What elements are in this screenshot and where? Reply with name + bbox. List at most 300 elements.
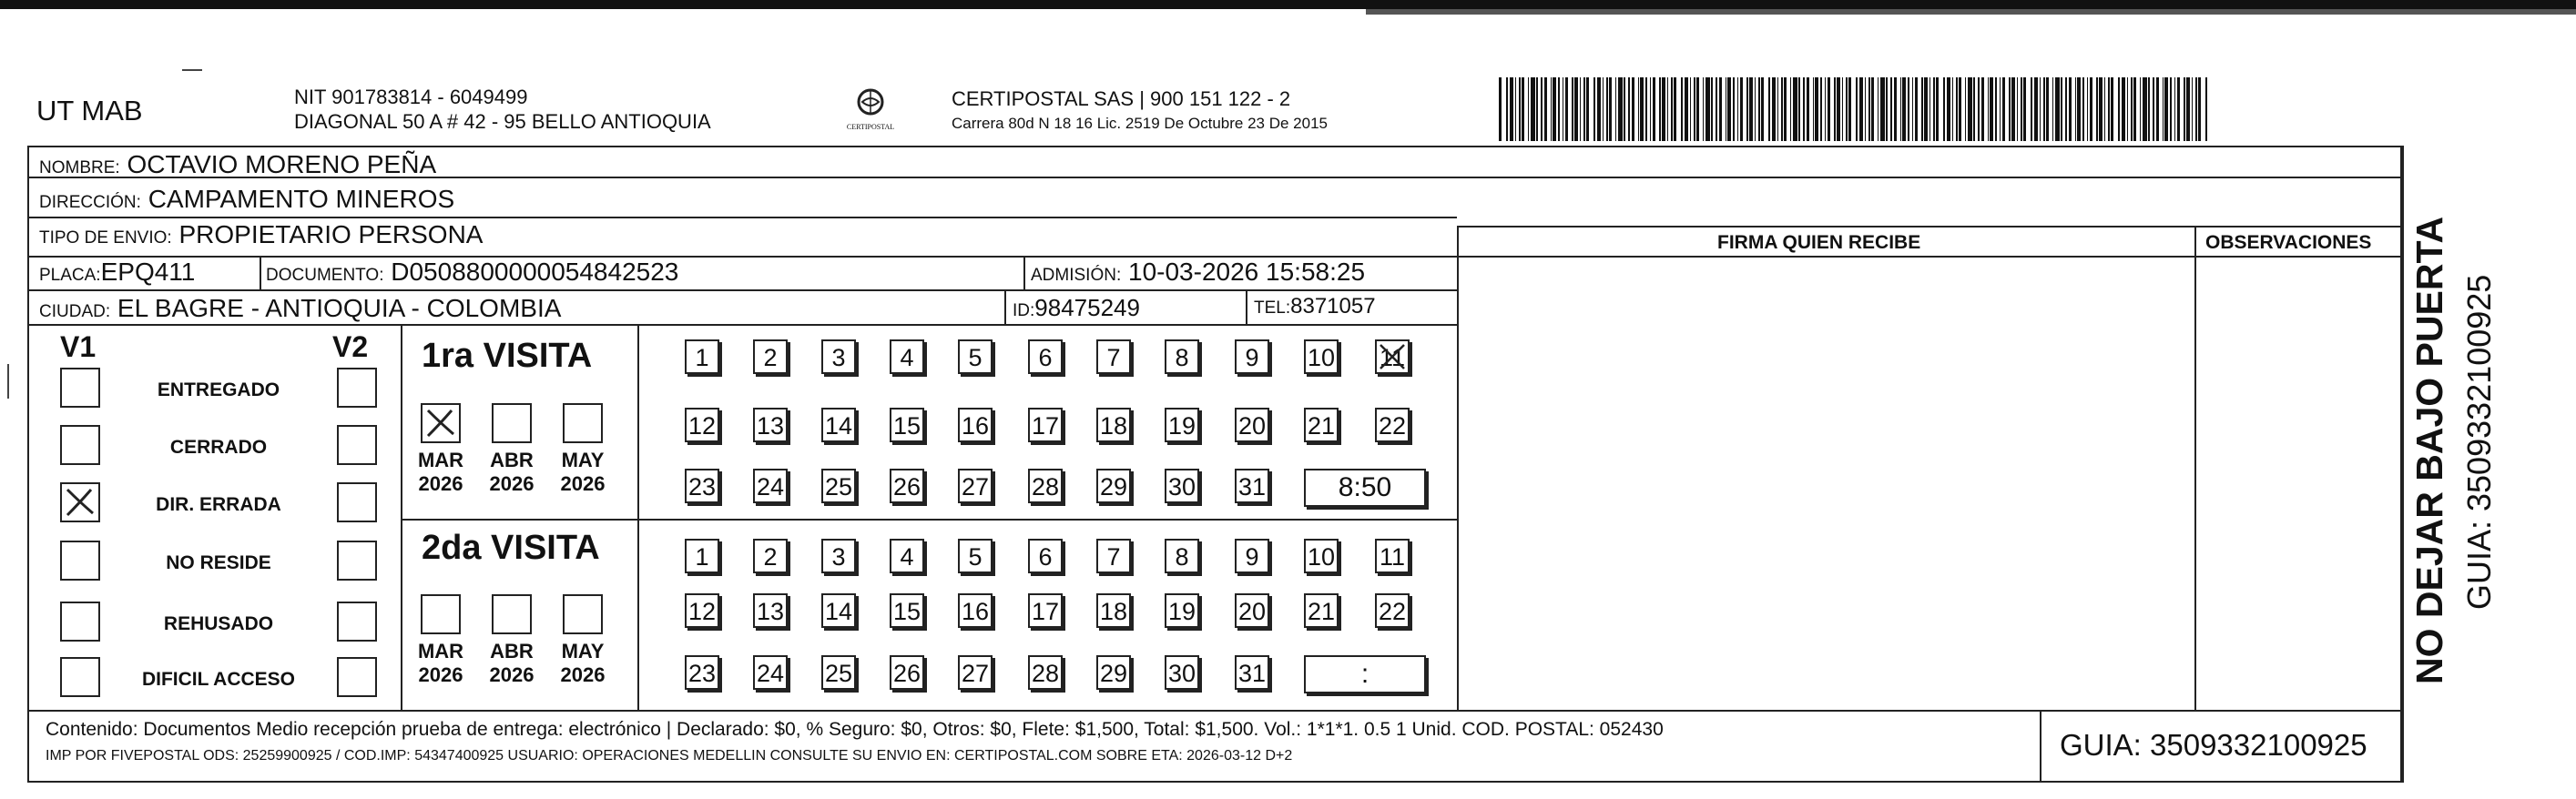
status-label: CERRADO (169, 437, 268, 458)
barcode-bar (2143, 77, 2147, 141)
tipo-envio-label: TIPO DE ENVIO: (39, 228, 172, 248)
barcode-bar (1703, 77, 1704, 141)
barcode-bar (2153, 77, 2154, 141)
documento-value: D0508800000054842523 (391, 258, 679, 286)
day-box[interactable]: 26 (890, 655, 924, 690)
barcode-bar (2023, 77, 2026, 141)
day-box[interactable]: 14 (821, 408, 856, 442)
v2-checkbox[interactable] (337, 602, 377, 642)
certipostal-logo (838, 82, 903, 137)
barcode-bar (2174, 77, 2175, 141)
barcode-bar (2198, 77, 2201, 141)
day-box[interactable]: 9 (1235, 339, 1269, 374)
day-box[interactable]: 22 (1375, 408, 1410, 442)
barcode-bar (1558, 77, 1560, 141)
barcode-bar (1681, 77, 1683, 141)
day-box[interactable]: 25 (821, 655, 856, 690)
day-box[interactable]: 18 (1096, 593, 1131, 628)
barcode-bar (1894, 77, 1897, 141)
barcode-bar (1733, 77, 1735, 141)
barcode-bar (1650, 77, 1651, 141)
barcode-bar (2031, 77, 2032, 141)
barcode-bar (1825, 77, 1826, 141)
status-label: DIFICIL ACCESO (141, 669, 295, 690)
footer-imp: IMP POR FIVEPOSTAL ODS: 25259900925 / COD.IMP: 54347400925 USUARIO: OPERACIONES MEDELLIN CONSULTE SU ENVIO EN: CERTIPOSTAL.COM SOBRE ETA: 2026-03-12 D+2 (46, 748, 1293, 764)
barcode-bar (1837, 77, 1840, 141)
barcode-bar (2186, 77, 2190, 141)
barcode-bar (1890, 77, 1892, 141)
barcode-bar (1586, 77, 1589, 141)
barcode-bar (2065, 77, 2067, 141)
barcode-bar (2177, 77, 2180, 141)
barcode-bar (1959, 77, 1961, 141)
barcode-bar (1580, 77, 1581, 141)
admision-value: 10-03-2026 15:58:25 (1128, 258, 1366, 286)
barcode-bar (1988, 77, 1989, 141)
day-box[interactable]: 10 (1304, 539, 1339, 573)
year-label: 2026 (489, 472, 535, 495)
barcode-bar (1924, 77, 1928, 141)
barcode-bar (1716, 77, 1717, 141)
day-box[interactable]: 8 (1165, 339, 1199, 374)
scan-mark (7, 364, 9, 399)
day-box[interactable]: 3 (821, 539, 856, 573)
barcode-bar (2164, 77, 2168, 141)
barcode-bar (2055, 77, 2060, 141)
barcode-bar (2205, 77, 2207, 141)
barcode-bar (2170, 77, 2172, 141)
visit2-title: 2da VISITA (422, 529, 600, 567)
day-box[interactable]: 10 (1304, 339, 1339, 374)
barcode-bar (2163, 77, 2164, 141)
barcode-bar (2021, 77, 2022, 141)
barcode-bar (1865, 77, 1866, 141)
footer-guia: GUIA: 3509332100925 (2060, 728, 2367, 762)
month-label: ABR (490, 449, 534, 471)
barcode-bar (2192, 77, 2193, 141)
day-box[interactable]: 2 (753, 539, 788, 573)
day-box[interactable]: 13 (753, 593, 788, 628)
top-border (0, 0, 2576, 9)
barcode-bar (1565, 77, 1568, 141)
sender-name: UT MAB (36, 95, 143, 126)
barcode-bar (1531, 77, 1535, 141)
barcode-bar (1981, 77, 1984, 141)
barcode-bar (1768, 77, 1770, 141)
barcode-bar (1880, 77, 1885, 141)
day-box[interactable] (1375, 339, 1410, 374)
barcode-bar (1968, 77, 1972, 141)
v2-checkbox[interactable] (337, 368, 377, 408)
day-box[interactable]: 31 (1235, 469, 1269, 503)
barcode-bar (1886, 77, 1888, 141)
day-box[interactable]: 5 (958, 339, 993, 374)
nombre-value: OCTAVIO MORENO PEÑA (127, 150, 437, 178)
day-box[interactable]: 4 (890, 339, 924, 374)
day-box[interactable]: 17 (1028, 408, 1063, 442)
day-box[interactable]: 7 (1096, 539, 1131, 573)
day-box[interactable]: 4 (890, 539, 924, 573)
barcode-bar (1662, 77, 1665, 141)
v2-checkbox[interactable] (337, 482, 377, 522)
barcode-bar (2000, 77, 2001, 141)
barcode-bar (1618, 77, 1623, 141)
day-box[interactable]: 25 (821, 469, 856, 503)
barcode-bar (1737, 77, 1738, 141)
month-checkbox[interactable] (421, 594, 461, 634)
x-mark-icon (423, 405, 459, 441)
barcode-bar (1659, 77, 1661, 141)
barcode-bar (2090, 77, 2092, 141)
barcode-bar (2127, 77, 2128, 141)
barcode-bar (1952, 77, 1953, 141)
barcode-bar (2111, 77, 2113, 141)
year-label: 2026 (418, 472, 463, 495)
nombre-label: NOMBRE: (39, 158, 120, 177)
day-box[interactable]: 28 (1028, 469, 1063, 503)
documento-label: DOCUMENTO: (266, 266, 384, 285)
barcode-bar (2046, 77, 2049, 141)
tipo-envio-value: PROPIETARIO PERSONA (178, 220, 484, 248)
barcode-bar (1828, 77, 1830, 141)
day-box[interactable]: 2 (753, 339, 788, 374)
barcode-bar (1908, 77, 1909, 141)
barcode-bar (1995, 77, 1997, 141)
barcode-bar (1551, 77, 1552, 141)
barcode (1499, 77, 2218, 141)
day-box[interactable]: 13 (753, 408, 788, 442)
barcode-bar (2069, 77, 2072, 141)
sender-address: DIAGONAL 50 A # 42 - 95 BELLO ANTIOQUIA (294, 110, 711, 133)
firma-area[interactable] (1459, 258, 2193, 710)
barcode-bar (1758, 77, 1760, 141)
status-label: DIR. ERRADA (156, 494, 281, 515)
id-value: 98475249 (1034, 294, 1140, 321)
barcode-bar (1900, 77, 1901, 141)
barcode-bar (1593, 77, 1595, 141)
barcode-bar (2052, 77, 2053, 141)
barcode-bar (1749, 77, 1753, 141)
day-box[interactable]: 27 (958, 655, 993, 690)
barcode-bar (1902, 77, 1906, 141)
barcode-bar (1674, 77, 1676, 141)
month-checkbox[interactable] (492, 403, 532, 443)
barcode-bar (1815, 77, 1818, 141)
v2-checkbox[interactable] (337, 657, 377, 697)
logo-text: CERTIPOSTAL (846, 123, 895, 131)
barcode-bar (1740, 77, 1743, 141)
barcode-bar (2082, 77, 2084, 141)
barcode-bar (1624, 77, 1625, 141)
barcode-bar (1943, 77, 1945, 141)
v2-label: V2 (332, 330, 369, 363)
barcode-bar (1921, 77, 1923, 141)
barcode-bar (1936, 77, 1939, 141)
barcode-bar (1871, 77, 1874, 141)
barcode-bar (2061, 77, 2062, 141)
visit1-title: 1ra VISITA (422, 337, 593, 375)
day-box[interactable]: 20 (1235, 593, 1269, 628)
barcode-bar (2087, 77, 2088, 141)
barcode-bar (1859, 77, 1863, 141)
barcode-bar (1761, 77, 1764, 141)
day-box[interactable]: 27 (958, 469, 993, 503)
barcode-bar (1813, 77, 1814, 141)
barcode-bar (1990, 77, 1993, 141)
barcode-bar (1856, 77, 1858, 141)
year-label: 2026 (560, 663, 606, 686)
barcode-bar (1711, 77, 1713, 141)
time-box[interactable]: 8:50 (1304, 469, 1426, 507)
barcode-bar (1956, 77, 1958, 141)
direccion-value: CAMPAMENTO MINEROS (148, 185, 455, 213)
barcode-bar (1746, 77, 1748, 141)
barcode-bar (1690, 77, 1691, 141)
barcode-bar (2104, 77, 2105, 141)
status-label: NO RESIDE (166, 552, 271, 573)
day-box[interactable]: 26 (890, 469, 924, 503)
barcode-bar (2099, 77, 2103, 141)
day-box[interactable]: 18 (1096, 408, 1131, 442)
barcode-bar (2075, 77, 2076, 141)
barcode-bar (1790, 77, 1791, 141)
barcode-bar (1933, 77, 1935, 141)
day-box[interactable]: 22 (1375, 593, 1410, 628)
barcode-bar (2034, 77, 2038, 141)
barcode-bar (1694, 77, 1695, 141)
scan-mark (182, 69, 202, 71)
barcode-bar (1506, 77, 1508, 141)
barcode-bar (1846, 77, 1848, 141)
day-box[interactable]: 12 (685, 408, 719, 442)
day-box[interactable]: 24 (753, 469, 788, 503)
observaciones-area[interactable] (2196, 258, 2400, 710)
barcode-bar (1868, 77, 1870, 141)
day-box[interactable]: 14 (821, 593, 856, 628)
year-label: 2026 (560, 472, 606, 495)
barcode-bar (2043, 77, 2045, 141)
direccion-label: DIRECCIÓN: (39, 193, 141, 212)
time-box[interactable]: : (1304, 655, 1426, 693)
barcode-bar (1781, 77, 1783, 141)
day-box[interactable]: 21 (1304, 408, 1339, 442)
barcode-bar (2077, 77, 2081, 141)
barcode-bar (1499, 77, 1502, 141)
barcode-bar (2017, 77, 2018, 141)
day-box[interactable]: 16 (958, 593, 993, 628)
barcode-bar (1705, 77, 1710, 141)
barcode-bar (1929, 77, 1930, 141)
barcode-bar (1574, 77, 1578, 141)
id-label: ID: (1013, 301, 1035, 320)
barcode-bar (1727, 77, 1731, 141)
day-box[interactable]: 9 (1235, 539, 1269, 573)
day-box[interactable]: 19 (1165, 593, 1199, 628)
barcode-bar (1628, 77, 1630, 141)
barcode-bar (1510, 77, 1513, 141)
year-label: 2026 (418, 663, 463, 686)
tel-value: 8371057 (1290, 294, 1376, 319)
month-label: MAY (561, 449, 605, 471)
month-checkbox[interactable] (492, 594, 532, 634)
ciudad-label: CIUDAD: (39, 302, 111, 321)
barcode-bar (1807, 77, 1809, 141)
month-checkbox[interactable] (421, 403, 461, 443)
status-label: REHUSADO (163, 613, 274, 634)
barcode-bar (1755, 77, 1756, 141)
month-checkbox[interactable] (563, 594, 603, 634)
barcode-bar (1528, 77, 1529, 141)
year-label: 2026 (489, 663, 535, 686)
day-box[interactable]: 30 (1165, 655, 1199, 690)
day-box[interactable]: 21 (1304, 593, 1339, 628)
day-box[interactable]: 29 (1096, 469, 1131, 503)
barcode-bar (2133, 77, 2136, 141)
barcode-bar (1978, 77, 1980, 141)
barcode-bar (1820, 77, 1822, 141)
day-box[interactable]: 6 (1028, 339, 1063, 374)
day-box[interactable]: 17 (1028, 593, 1063, 628)
sender-nit: NIT 901783814 - 6049499 (294, 86, 528, 108)
observaciones-label: OBSERVACIONES (2205, 232, 2372, 253)
company-license: Carrera 80d N 18 16 Lic. 2519 De Octubre 23 De 2015 (952, 115, 1328, 132)
barcode-bar (2040, 77, 2041, 141)
day-box[interactable]: 23 (685, 469, 719, 503)
side-guia: GUIA: 3509332100925 (2460, 274, 2498, 610)
barcode-bar (1667, 77, 1668, 141)
ciudad-value: EL BAGRE - ANTIOQUIA - COLOMBIA (117, 294, 562, 322)
barcode-bar (1606, 77, 1608, 141)
placa-value: EPQ411 (100, 258, 196, 286)
top-border-fade (1366, 9, 2576, 15)
barcode-bar (1653, 77, 1655, 141)
barcode-bar (2122, 77, 2125, 141)
barcode-bar (1798, 77, 1800, 141)
day-box[interactable]: 1 (685, 339, 719, 374)
status-label: ENTREGADO (157, 379, 280, 400)
day-box[interactable]: 29 (1096, 655, 1131, 690)
barcode-bar (1572, 77, 1573, 141)
barcode-bar (1965, 77, 1966, 141)
barcode-bar (2195, 77, 2197, 141)
barcode-bar (2156, 77, 2159, 141)
day-box[interactable]: 23 (685, 655, 719, 690)
barcode-bar (1912, 77, 1913, 141)
barcode-bar (1777, 77, 1778, 141)
day-box[interactable]: 8 (1165, 539, 1199, 573)
tel-label: TEL: (1254, 298, 1291, 318)
barcode-bar (1615, 77, 1616, 141)
day-box[interactable]: 11 (1375, 539, 1410, 573)
day-box[interactable]: 12 (685, 593, 719, 628)
barcode-bar (1553, 77, 1556, 141)
barcode-bar (1772, 77, 1776, 141)
barcode-bar (1671, 77, 1673, 141)
x-mark-icon (1377, 341, 1408, 372)
barcode-bar (2184, 77, 2185, 141)
barcode-bar (1541, 77, 1543, 141)
barcode-bar (1784, 77, 1787, 141)
barcode-bar (1685, 77, 1688, 141)
month-label: MAR (417, 640, 464, 662)
day-box[interactable]: 20 (1235, 408, 1269, 442)
day-box[interactable]: 15 (890, 408, 924, 442)
month-label: ABR (490, 640, 534, 662)
barcode-bar (1842, 77, 1843, 141)
barcode-bar (1609, 77, 1612, 141)
barcode-bar (1973, 77, 1975, 141)
day-box[interactable]: 28 (1028, 655, 1063, 690)
barcode-bar (1645, 77, 1647, 141)
day-box[interactable]: 1 (685, 539, 719, 573)
barcode-bar (2118, 77, 2120, 141)
day-box[interactable]: 3 (821, 339, 856, 374)
day-box[interactable]: 6 (1028, 539, 1063, 573)
barcode-bar (1583, 77, 1585, 141)
barcode-bar (1696, 77, 1699, 141)
v1-label: V1 (60, 330, 97, 363)
day-box[interactable]: 5 (958, 539, 993, 573)
barcode-bar (1793, 77, 1797, 141)
barcode-bar (2002, 77, 2005, 141)
month-label: MAR (417, 449, 464, 471)
day-box[interactable]: 30 (1165, 469, 1199, 503)
barcode-bar (1719, 77, 1722, 141)
v2-checkbox[interactable] (337, 425, 377, 465)
barcode-bar (2096, 77, 2098, 141)
barcode-bar (1878, 77, 1879, 141)
day-number: 11 (1379, 344, 1406, 371)
barcode-bar (1632, 77, 1634, 141)
barcode-bar (1848, 77, 1851, 141)
barcode-bar (1519, 77, 1521, 141)
barcode-bar (1597, 77, 1601, 141)
day-box[interactable]: 19 (1165, 408, 1199, 442)
barcode-bar (1522, 77, 1524, 141)
month-label: MAY (561, 640, 605, 662)
barcode-bar (1803, 77, 1805, 141)
barcode-bar (1544, 77, 1547, 141)
barcode-bar (1640, 77, 1644, 141)
barcode-bar (1603, 77, 1604, 141)
day-box[interactable]: 7 (1096, 339, 1131, 374)
firma-label: FIRMA QUIEN RECIBE (1717, 232, 1921, 253)
admision-label: ADMISIÓN: (1031, 266, 1122, 285)
barcode-bar (1834, 77, 1836, 141)
day-box[interactable]: 16 (958, 408, 993, 442)
company-name: CERTIPOSTAL SAS | 900 151 122 - 2 (952, 87, 1291, 110)
barcode-bar (1947, 77, 1950, 141)
v2-checkbox[interactable] (337, 541, 377, 581)
barcode-bar (1536, 77, 1538, 141)
footer-contenido: Contenido: Documentos Medio recepción prueba de entrega: electrónico | Declarado: $0, % Seguro: $0, Otros: $0, Flete: $1,500, Total: $1,500. Vol.: 1*1*1. 0.5 1 Unid. COD. POSTAL: 052430 (46, 719, 1664, 740)
day-box[interactable]: 15 (890, 593, 924, 628)
barcode-bar (1638, 77, 1639, 141)
barcode-bar (1515, 77, 1516, 141)
barcode-bar (2148, 77, 2150, 141)
month-checkbox[interactable] (563, 403, 603, 443)
day-box[interactable]: 31 (1235, 655, 1269, 690)
day-box[interactable]: 24 (753, 655, 788, 690)
side-warning: NO DEJAR BAJO PUERTA (2408, 216, 2450, 684)
barcode-bar (2011, 77, 2015, 141)
barcode-bar (2108, 77, 2110, 141)
barcode-bar (2140, 77, 2141, 141)
barcode-bar (2009, 77, 2011, 141)
barcode-bar (1915, 77, 1918, 141)
barcode-bar (2131, 77, 2133, 141)
placa-label: PLACA: (39, 266, 101, 285)
